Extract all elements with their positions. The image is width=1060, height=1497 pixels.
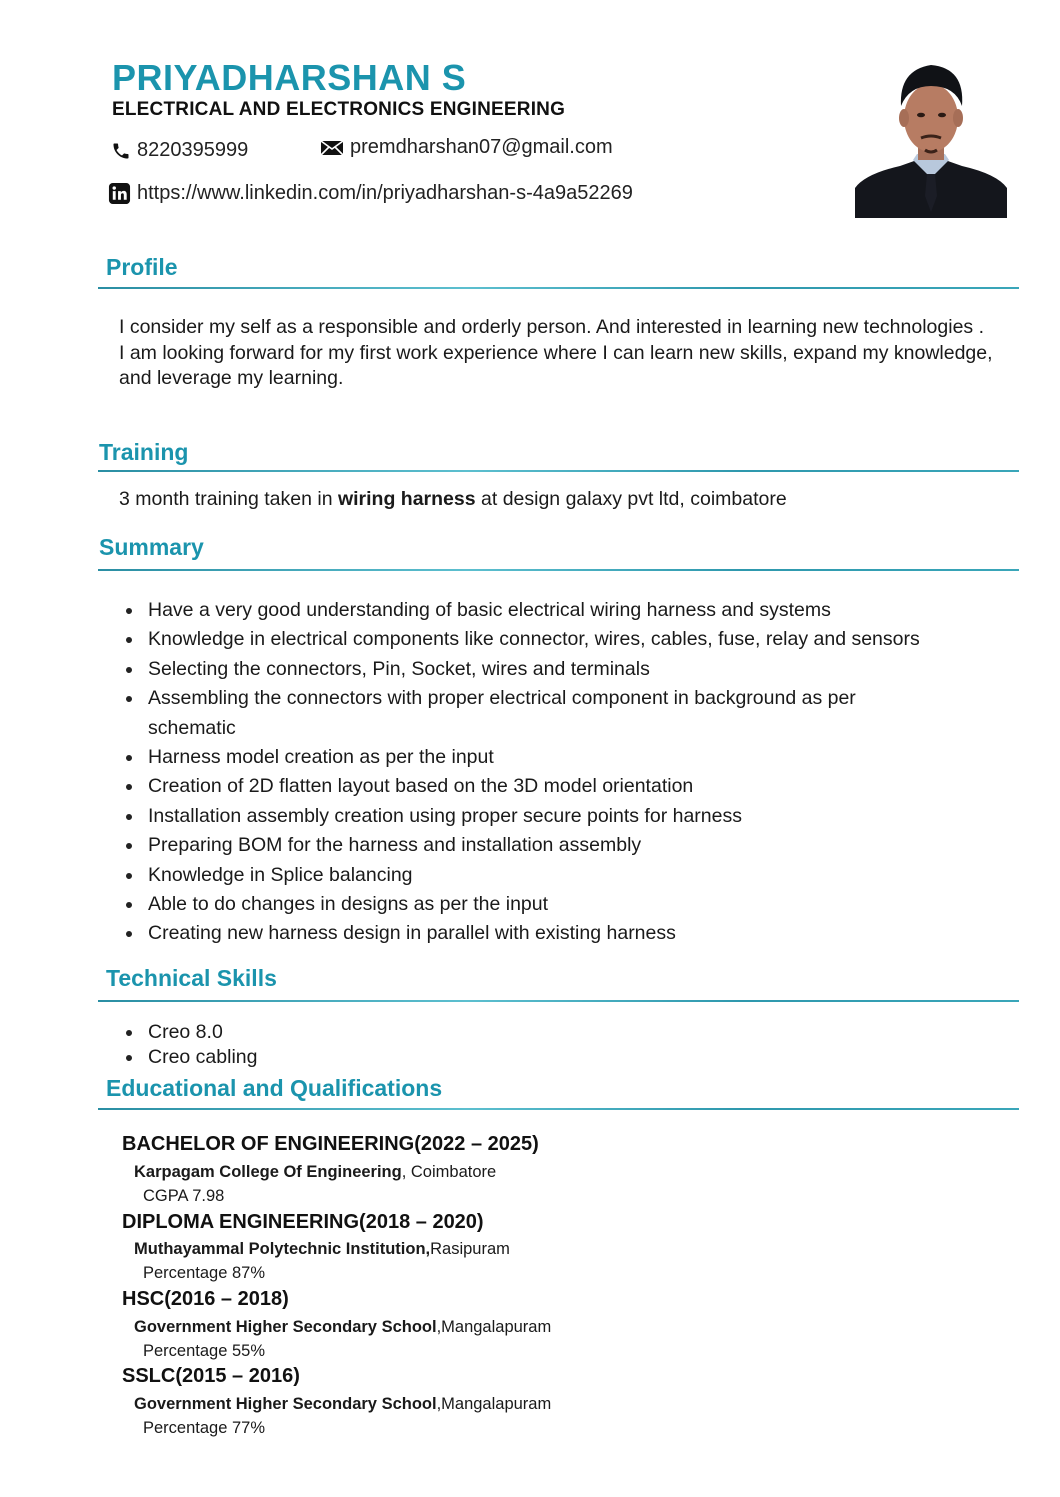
phone-number[interactable]: 8220395999 [137, 139, 249, 161]
skills-list [120, 1020, 720, 1069]
candidate-discipline: ELECTRICAL AND ELECTRONICS ENGINEERING [112, 99, 566, 120]
institution-name: Muthayammal Polytechnic Institution, [134, 1240, 431, 1258]
training-highlight: wiring harness [337, 488, 476, 510]
skills-divider [98, 1000, 1019, 1002]
profile-line-2: I am looking forward for my first work experience where I can learn new skills, expand my knowledge, and leverage my learning. [119, 341, 993, 389]
summary-item: Creating new harness design in parallel with existing harness [120, 919, 1000, 948]
institution-location: ,Mangalapuram [436, 1395, 552, 1413]
education-score: CGPA 7.98 [143, 1187, 225, 1205]
profile-line-1: I consider my self as a responsible and orderly person. And interested in learning new technologies . [119, 316, 984, 338]
summary-item: Preparing BOM for the harness and installation assembly [120, 831, 1000, 860]
institution-name: Government Higher Secondary School [134, 1318, 437, 1336]
summary-item: Have a very good understanding of basic electrical wiring harness and systems [120, 596, 1000, 625]
education-institution [134, 1395, 551, 1414]
linkedin-url[interactable]: https://www.linkedin.com/in/priyadharshan-s-4a9a52269 [137, 182, 633, 204]
education-degree: SSLC(2015 – 2016) [122, 1365, 300, 1387]
summary-list [120, 596, 1000, 949]
summary-item: Able to do changes in designs as per the input [120, 890, 1000, 919]
training-heading: Training [99, 439, 189, 465]
profile-divider [98, 287, 1019, 289]
email-contact [320, 136, 613, 159]
institution-name: Karpagam College Of Engineering [134, 1163, 402, 1181]
profile-heading: Profile [106, 254, 178, 280]
summary-item: Knowledge in electrical components like connector, wires, cables, fuse, relay and sensors [120, 625, 1000, 654]
summary-item: Selecting the connectors, Pin, Socket, wires and terminals [120, 655, 1000, 684]
skills-heading: Technical Skills [106, 965, 277, 991]
education-degree: BACHELOR OF ENGINEERING(2022 – 2025) [122, 1133, 539, 1155]
linkedin-contact [108, 182, 633, 205]
summary-item: Assembling the connectors with proper electrical component in background as per schematic [120, 684, 938, 743]
email-address[interactable]: premdharshan07@gmail.com [350, 136, 613, 158]
phone-icon [111, 141, 131, 161]
education-degree: HSC(2016 – 2018) [122, 1288, 289, 1310]
institution-location: , Coimbatore [401, 1163, 497, 1181]
training-divider [98, 470, 1019, 472]
institution-name: Government Higher Secondary School [134, 1395, 437, 1413]
education-degree: DIPLOMA ENGINEERING(2018 – 2020) [122, 1211, 484, 1233]
envelope-icon [320, 140, 344, 156]
education-institution [134, 1318, 551, 1337]
education-score: Percentage 87% [143, 1264, 266, 1282]
education-institution [134, 1163, 496, 1182]
education-score: Percentage 77% [143, 1419, 266, 1437]
summary-divider [98, 569, 1019, 571]
education-heading: Educational and Qualifications [106, 1075, 443, 1101]
institution-location: ,Mangalapuram [436, 1318, 552, 1336]
profile-photo [855, 56, 1007, 218]
education-institution [134, 1240, 510, 1259]
skill-item: Creo 8.0 [120, 1020, 720, 1045]
training-text [119, 487, 787, 513]
phone-contact [111, 139, 248, 162]
institution-location: Rasipuram [430, 1240, 510, 1258]
linkedin-icon [108, 182, 131, 205]
summary-item: Creation of 2D flatten layout based on the 3D model orientation [120, 772, 1000, 801]
summary-item: Harness model creation as per the input [120, 743, 1000, 772]
training-suffix: at design galaxy pvt ltd, coimbatore [475, 488, 787, 510]
education-score: Percentage 55% [143, 1342, 266, 1360]
summary-item: Knowledge in Splice balancing [120, 861, 1000, 890]
skill-item: Creo cabling [120, 1045, 720, 1070]
summary-heading: Summary [99, 534, 204, 560]
summary-item: Installation assembly creation using proper secure points for harness [120, 802, 1000, 831]
education-divider [98, 1108, 1019, 1110]
profile-text [119, 315, 999, 392]
training-prefix: 3 month training taken in [119, 488, 338, 510]
candidate-name: PRIYADHARSHAN S [112, 57, 467, 98]
